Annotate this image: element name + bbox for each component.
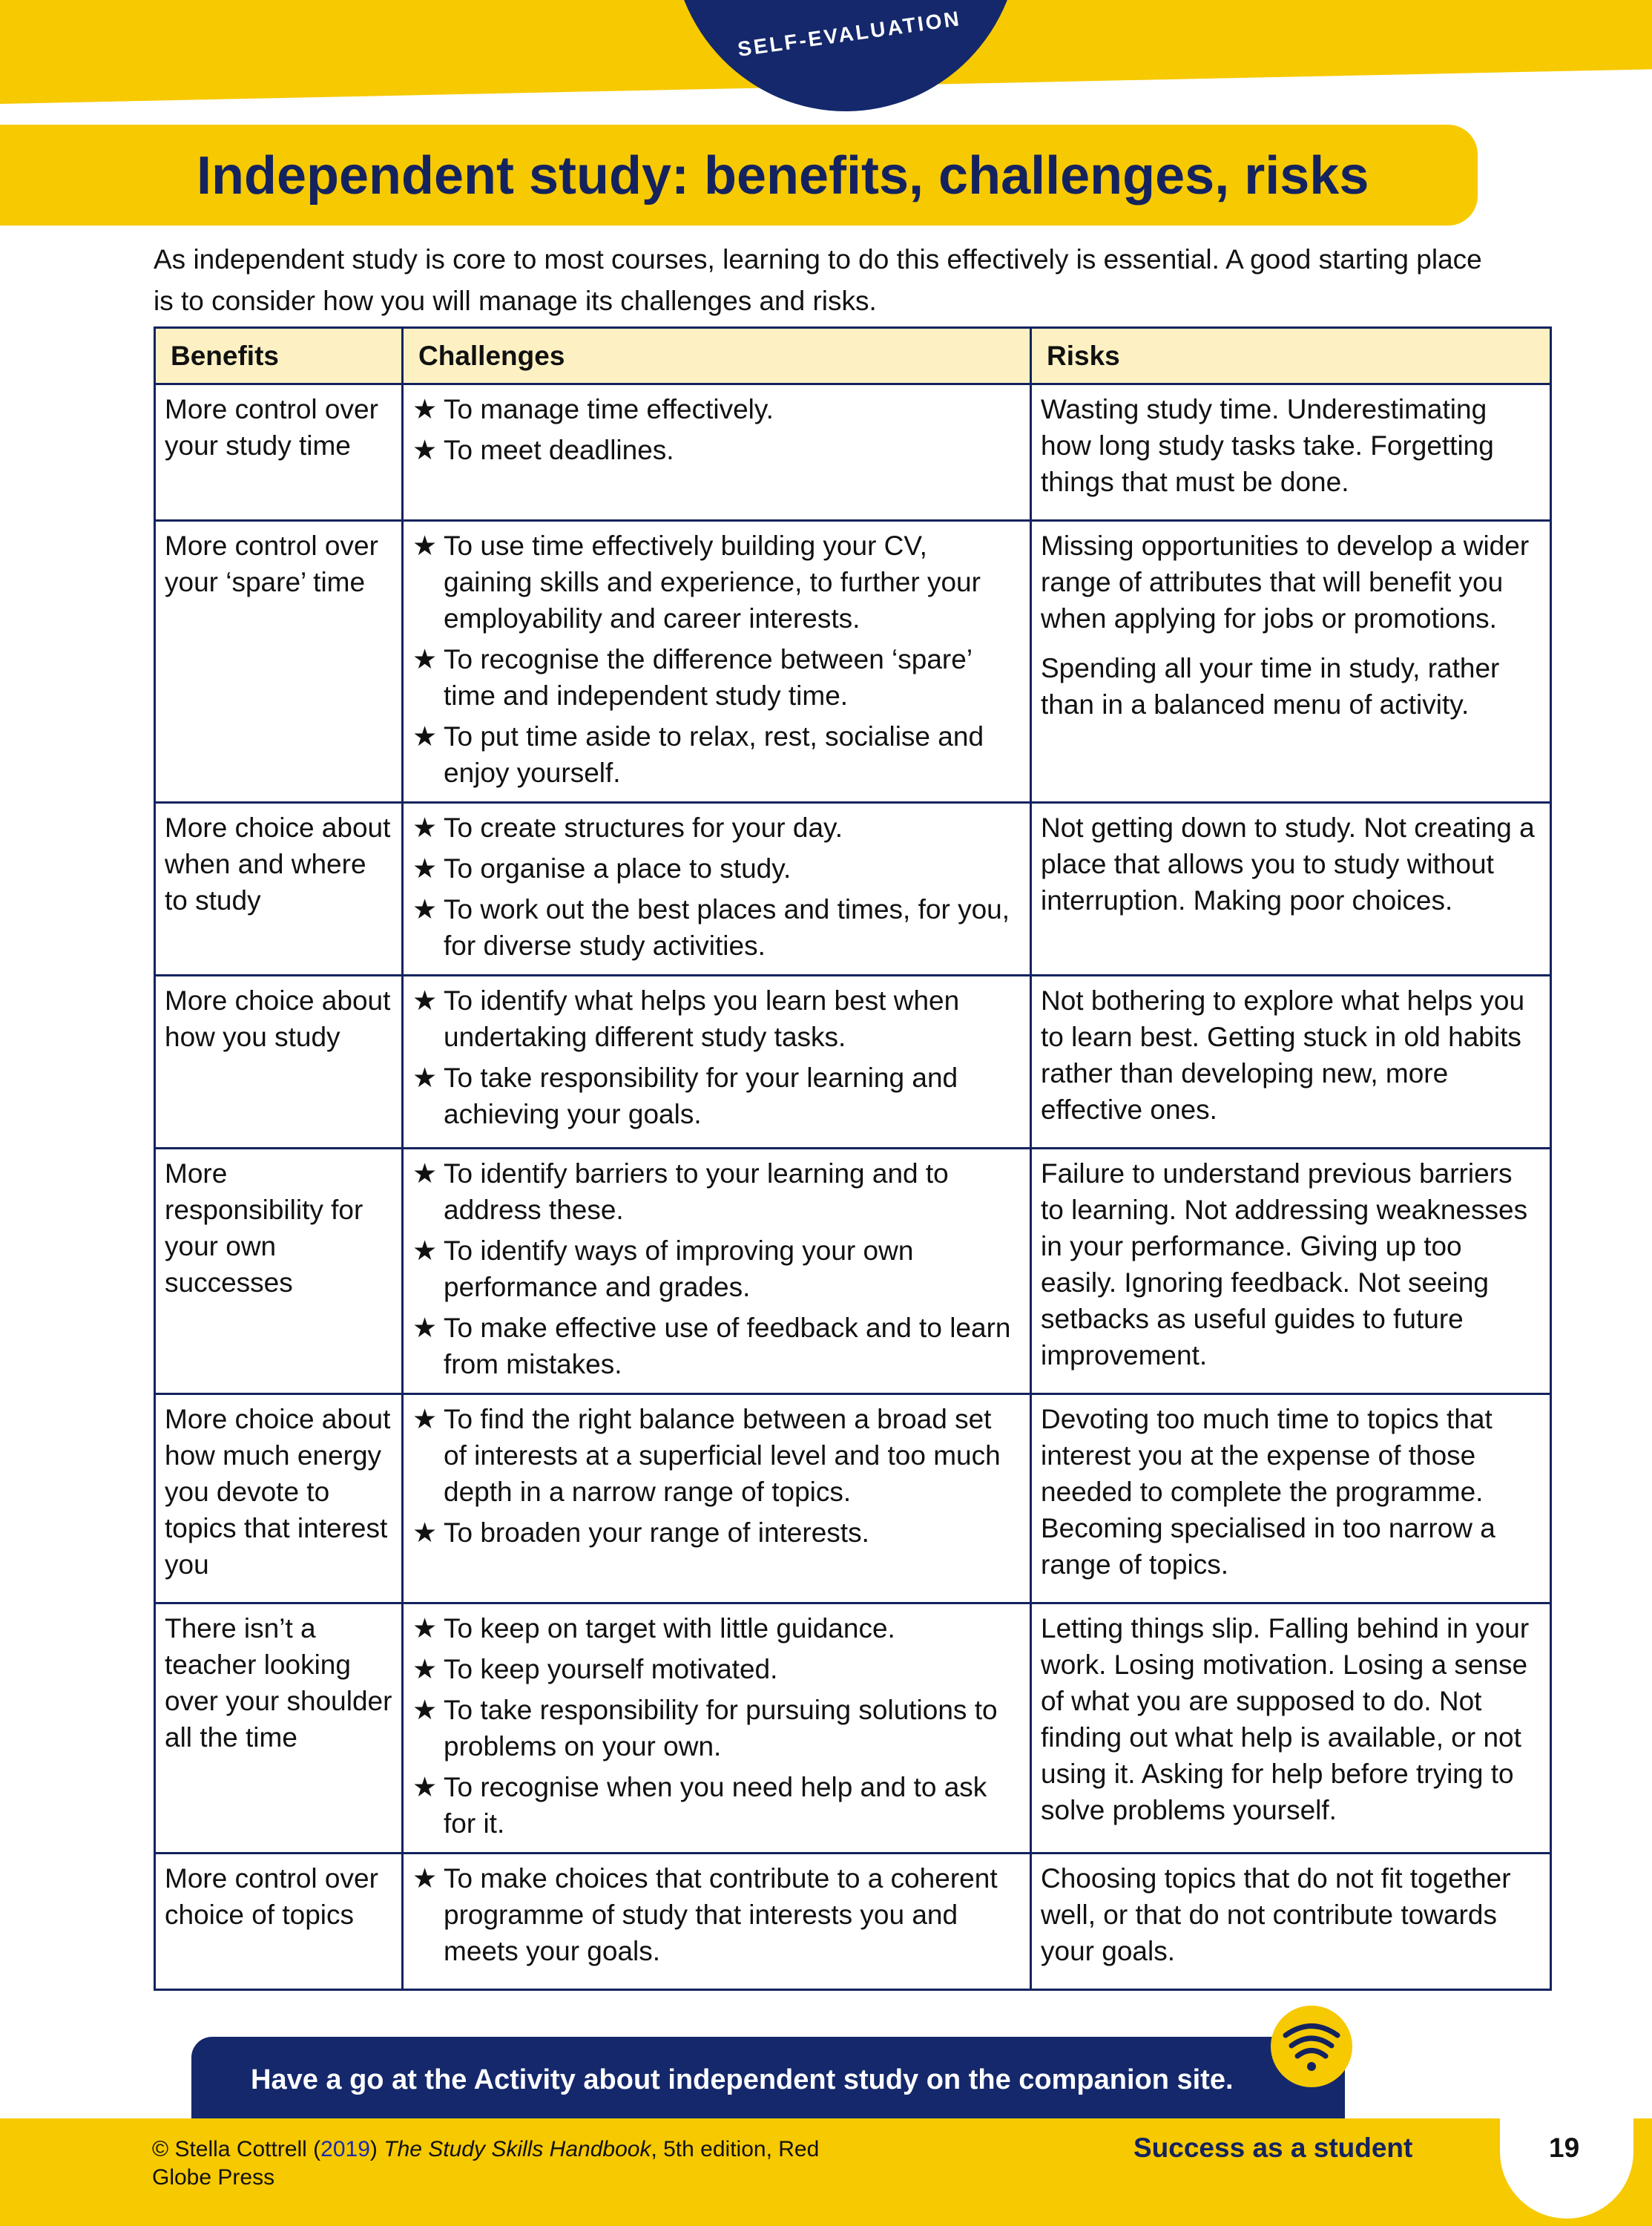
- challenges-cell: [403, 1394, 1031, 1603]
- challenges-cell: [403, 976, 1031, 1149]
- star-bullet-icon: ★: [412, 1313, 438, 1343]
- challenge-text: To meet deadlines.: [444, 435, 674, 465]
- table-row: [155, 521, 1551, 803]
- intro-paragraph: As independent study is core to most courses, learning to do this effectively is essential. A good starting place is to consider how you will manage its challenges and risks.: [154, 244, 1482, 316]
- challenge-text: To broaden your range of interests.: [444, 1517, 869, 1548]
- challenge-text: To recognise the difference between ‘spare’ time and independent study time.: [444, 644, 972, 711]
- star-bullet-icon: ★: [412, 1613, 438, 1644]
- benefit-cell: More control over your ‘spare’ time: [155, 521, 403, 803]
- book-title: The Study Skills Handbook: [384, 2137, 651, 2161]
- risk-text: Failure to understand previous barriers to learning. Not addressing weaknesses in your performance. Giving up too easily. Ignoring feedback. Not seeing setbacks as useful guides to future improvement.: [1041, 1158, 1528, 1370]
- star-bullet-icon: ★: [412, 1517, 438, 1548]
- challenge-item: [412, 1651, 1021, 1687]
- star-bullet-icon: ★: [412, 894, 438, 925]
- benefit-cell: More choice about how you study: [155, 976, 403, 1149]
- main-content: [154, 239, 1550, 2123]
- star-bullet-icon: ★: [412, 1772, 438, 1802]
- header-risks: Risks: [1031, 328, 1551, 384]
- risk-text: Devoting too much time to topics that interest you at the expense of those needed to complete the programme. Becoming specialised in too narrow a range of topics.: [1041, 1404, 1495, 1580]
- risk-text: Choosing topics that do not fit together well, or that do not contribute towards your goals.: [1041, 1863, 1511, 1966]
- star-bullet-icon: ★: [412, 1235, 438, 1266]
- copyright-year: 2019: [320, 2137, 370, 2161]
- table-header-row: [155, 328, 1551, 384]
- challenge-text: To recognise when you need help and to ask for it.: [444, 1772, 987, 1839]
- table-row: [155, 976, 1551, 1149]
- challenge-item: [412, 982, 1021, 1055]
- companion-site-callout-wrap: [191, 2037, 1345, 2123]
- challenge-item: [412, 432, 1021, 468]
- challenge-text: To manage time effectively.: [444, 394, 774, 424]
- challenge-item: [412, 1692, 1021, 1764]
- challenge-item: [412, 850, 1021, 887]
- challenge-text: To use time effectively building your CV, gaining skills and experience, to further your employability and career interests.: [444, 531, 981, 634]
- benefit-cell: More choice about how much energy you devote to topics that interest you: [155, 1394, 403, 1603]
- star-bullet-icon: ★: [412, 1404, 438, 1434]
- challenge-text: To take responsibility for pursuing solutions to problems on your own.: [444, 1695, 998, 1762]
- challenge-item: [412, 718, 1021, 791]
- challenges-cell: [403, 1603, 1031, 1854]
- challenge-text: To take responsibility for your learning and achieving your goals.: [444, 1063, 958, 1129]
- challenge-item: [412, 1769, 1021, 1842]
- header-challenges: Challenges: [403, 328, 1031, 384]
- self-evaluation-badge: [671, 0, 1020, 111]
- benefits-challenges-risks-table: [154, 326, 1552, 1991]
- risk-text: Wasting study time. Underestimating how long study tasks take. Forgetting things that must be done.: [1041, 394, 1494, 497]
- benefit-cell: More control over your study time: [155, 384, 403, 521]
- risks-cell: [1031, 521, 1551, 803]
- risks-cell: [1031, 1149, 1551, 1394]
- table-row: [155, 1149, 1551, 1394]
- table-row: [155, 1394, 1551, 1603]
- star-bullet-icon: ★: [412, 1695, 438, 1725]
- challenge-text: To find the right balance between a broad set of interests at a superficial level and too much depth in a narrow range of topics.: [444, 1404, 1001, 1507]
- star-bullet-icon: ★: [412, 853, 438, 884]
- challenges-cell: [403, 803, 1031, 976]
- challenges-cell: [403, 384, 1031, 521]
- callout-text[interactable]: Have a go at the Activity about independent study on the companion site.: [251, 2064, 1234, 2095]
- table-row: [155, 803, 1551, 976]
- wifi-signal-icon: [1271, 2006, 1352, 2087]
- section-title: Success as a student: [1133, 2133, 1413, 2163]
- challenge-item: [412, 1401, 1021, 1510]
- challenge-text: To work out the best places and times, for you, for diverse study activities.: [444, 894, 1010, 961]
- risks-cell: [1031, 976, 1551, 1149]
- badge-label: SELF-EVALUATION: [736, 7, 963, 61]
- challenge-item: [412, 1310, 1021, 1382]
- challenge-text: To organise a place to study.: [444, 853, 792, 884]
- challenge-item: [412, 1232, 1021, 1305]
- header-benefits: Benefits: [155, 328, 403, 384]
- challenge-item: [412, 891, 1021, 964]
- star-bullet-icon: ★: [412, 985, 438, 1016]
- risk-text: Spending all your time in study, rather than in a balanced menu of activity.: [1041, 653, 1500, 720]
- star-bullet-icon: ★: [412, 1863, 438, 1894]
- challenge-text: To keep on target with little guidance.: [444, 1613, 895, 1644]
- challenge-item: [412, 1610, 1021, 1646]
- table-row: [155, 384, 1551, 521]
- benefit-cell: More control over choice of topics: [155, 1854, 403, 1990]
- risks-cell: [1031, 1603, 1551, 1854]
- risk-text: Missing opportunities to develop a wider range of attributes that will benefit you when applying for jobs or promotions.: [1041, 531, 1530, 634]
- challenges-cell: [403, 521, 1031, 803]
- star-bullet-icon: ★: [412, 644, 438, 674]
- challenge-item: [412, 641, 1021, 714]
- copyright-suffix: , 5th edition, Red Globe Press: [152, 2137, 820, 2190]
- challenge-item: [412, 391, 1021, 427]
- star-bullet-icon: ★: [412, 812, 438, 843]
- table-row: [155, 1854, 1551, 1990]
- page-title: Independent study: benefits, challenges, risks: [197, 146, 1369, 206]
- copyright-prefix: © Stella Cottrell (: [152, 2137, 321, 2161]
- star-bullet-icon: ★: [412, 1654, 438, 1684]
- challenge-text: To make choices that contribute to a coherent programme of study that interests you and meets your goals.: [444, 1863, 998, 1966]
- challenge-item: [412, 1060, 1021, 1132]
- page-number: 19: [1549, 2133, 1580, 2163]
- risks-cell: [1031, 1394, 1551, 1603]
- copyright-mid: ): [369, 2137, 384, 2161]
- star-bullet-icon: ★: [412, 531, 438, 561]
- challenge-text: To make effective use of feedback and to learn from mistakes.: [444, 1313, 1011, 1379]
- challenge-text: To keep yourself motivated.: [444, 1654, 778, 1684]
- benefit-cell: More responsibility for your own successes: [155, 1149, 403, 1394]
- challenges-cell: [403, 1854, 1031, 1990]
- copyright-notice: [152, 2135, 820, 2192]
- star-bullet-icon: ★: [412, 721, 438, 752]
- companion-site-callout[interactable]: [191, 2037, 1345, 2123]
- challenge-text: To identify ways of improving your own performance and grades.: [444, 1235, 914, 1302]
- table-row: [155, 1603, 1551, 1854]
- challenge-text: To put time aside to relax, rest, socialise and enjoy yourself.: [444, 721, 984, 788]
- risks-cell: [1031, 384, 1551, 521]
- benefit-cell: There isn’t a teacher looking over your shoulder all the time: [155, 1603, 403, 1854]
- star-bullet-icon: ★: [412, 1158, 438, 1189]
- challenge-item: [412, 1155, 1021, 1228]
- challenge-text: To identify what helps you learn best when undertaking different study tasks.: [444, 985, 960, 1052]
- challenge-item: [412, 810, 1021, 846]
- star-bullet-icon: ★: [412, 435, 438, 465]
- risk-text: Letting things slip. Falling behind in your work. Losing motivation. Losing a sense of what you are supposed to do. Not finding out what help is available, or not using it. Asking for help before trying to solve problems yourself.: [1041, 1613, 1530, 1825]
- risk-text: Not getting down to study. Not creating a place that allows you to study without interruption. Making poor choices.: [1041, 812, 1535, 916]
- challenge-text: To create structures for your day.: [444, 812, 843, 843]
- challenge-item: [412, 528, 1021, 637]
- challenges-cell: [403, 1149, 1031, 1394]
- risks-cell: [1031, 1854, 1551, 1990]
- benefit-cell: More choice about when and where to study: [155, 803, 403, 976]
- challenge-item: [412, 1514, 1021, 1551]
- risks-cell: [1031, 803, 1551, 976]
- challenge-item: [412, 1860, 1021, 1969]
- star-bullet-icon: ★: [412, 1063, 438, 1093]
- challenge-text: To identify barriers to your learning and to address these.: [444, 1158, 949, 1225]
- risk-text: Not bothering to explore what helps you to learn best. Getting stuck in old habits rather than developing new, more effective ones.: [1041, 985, 1525, 1125]
- star-bullet-icon: ★: [412, 394, 438, 424]
